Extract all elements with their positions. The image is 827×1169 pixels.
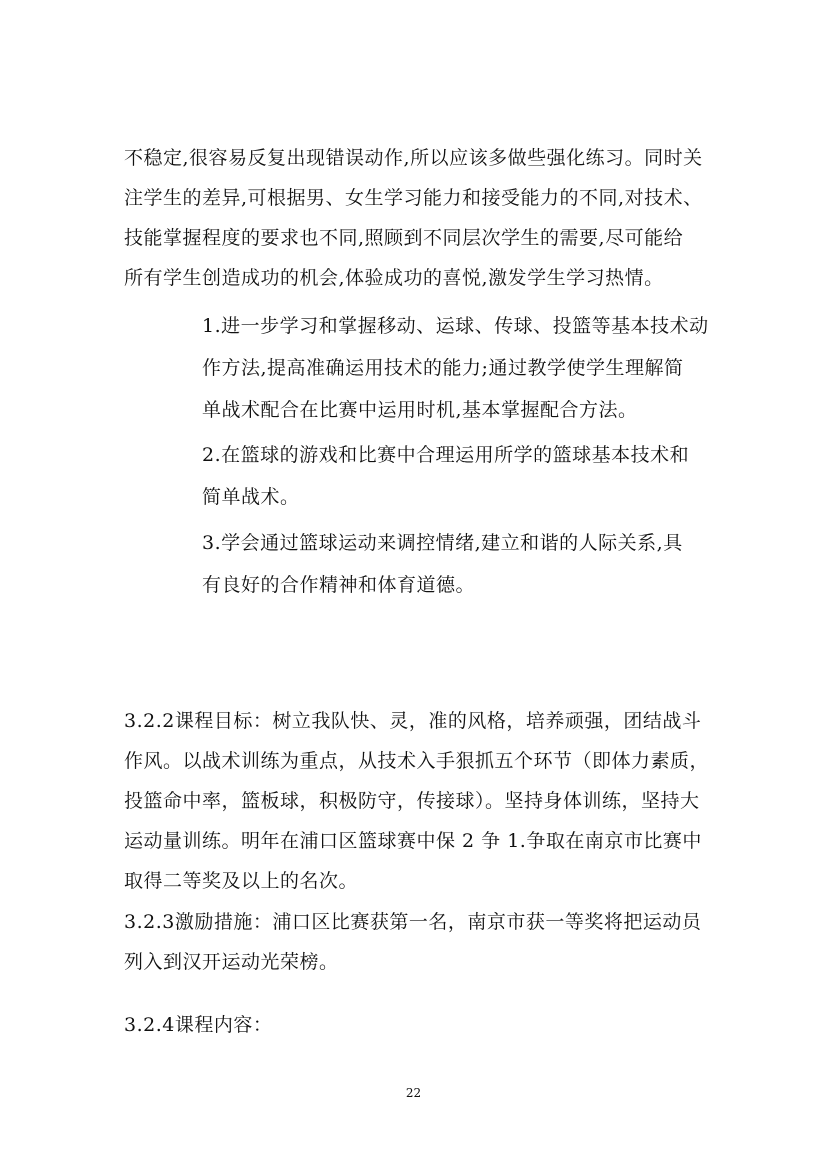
course-goal-line-2: 作风。以战术训练为重点，从技术入手狠抓五个环节（即体力素质， (124, 750, 710, 772)
page-number: 22 (405, 1086, 422, 1100)
objective-1-line-1: 1.进一步学习和掌握移动、运球、传球、投篮等基本技术动 (202, 315, 709, 337)
objective-2-line-2: 简单战术。 (202, 486, 300, 508)
course-goal-line-1: 3.2.2课程目标：树立我队快、灵，准的风格，培养顽强，团结战斗 (124, 710, 702, 732)
objective-3-line-1: 3.学会通过篮球运动来调控情绪,建立和谐的人际关系,具 (202, 532, 683, 554)
course-goal-line-3: 投篮命中率，篮板球，积极防守，传接球）。坚持身体训练，坚持大 (124, 790, 700, 812)
incentive-line-2: 列入到汉开运动光荣榜。 (124, 951, 339, 973)
paragraph-1-line-3: 技能掌握程度的要求也不同,照顾到不同层次学生的需要,尽可能给 (124, 227, 684, 249)
paragraph-1-line-1: 不稳定,很容易反复出现错误动作,所以应该多做些强化练习。同时关 (124, 147, 703, 169)
objective-1-line-3: 单战术配合在比赛中运用时机,基本掌握配合方法。 (202, 399, 638, 421)
objective-2-line-1: 2.在篮球的游戏和比赛中合理运用所学的篮球基本技术和 (202, 444, 690, 466)
objective-1-line-2: 作方法,提高准确运用技术的能力;通过教学使学生理解简 (202, 357, 684, 379)
incentive-line-1: 3.2.3激励措施：浦口区比赛获第一名，南京市获一等奖将把运动员 (124, 911, 702, 933)
paragraph-1-line-2: 注学生的差异,可根据男、女生学习能力和接受能力的不同,对技术、 (124, 187, 703, 209)
objective-3-line-2: 有良好的合作精神和体育道德。 (202, 574, 476, 596)
course-goal-line-5: 取得二等奖及以上的名次。 (124, 870, 359, 892)
paragraph-1-line-4: 所有学生创造成功的机会,体验成功的喜悦,激发学生学习热情。 (124, 267, 664, 289)
course-goal-line-4: 运动量训练。明年在浦口区篮球赛中保 2 争 1.争取在南京市比赛中 (124, 830, 702, 852)
course-content-heading: 3.2.4课程内容： (124, 1014, 273, 1036)
